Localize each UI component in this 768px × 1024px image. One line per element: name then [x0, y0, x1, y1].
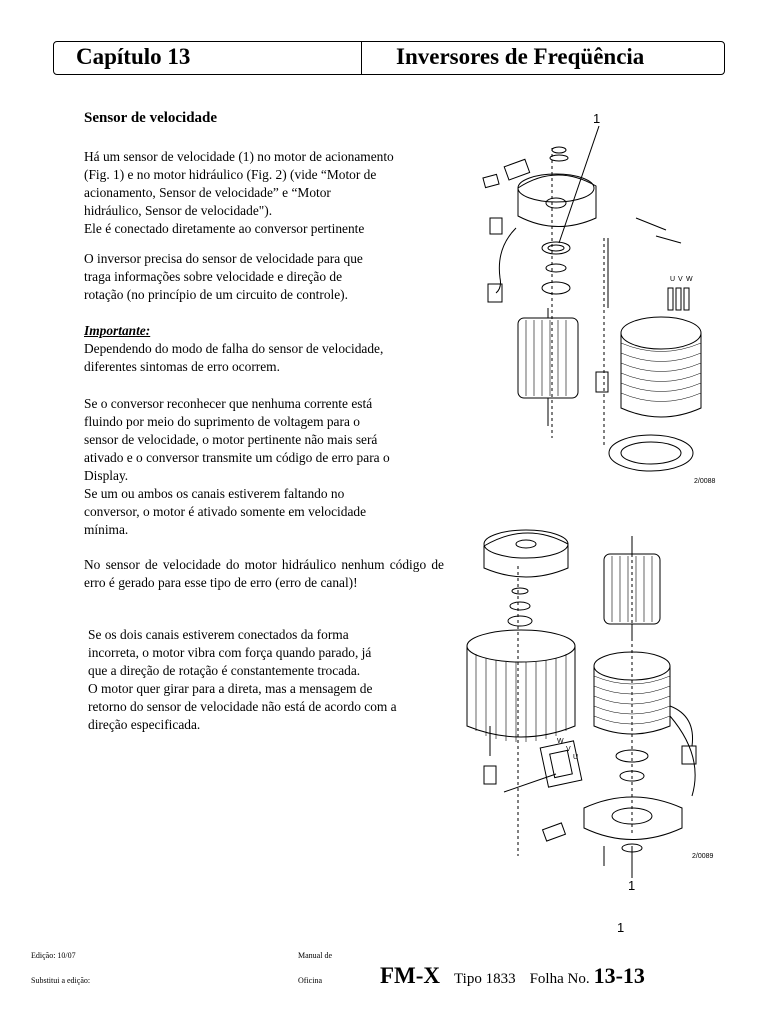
text-line: traga informações sobre velocidade e direção de: [84, 269, 343, 284]
text-line: incorreta, o motor vibra com força quando parado, já: [88, 645, 372, 660]
fig1-terminal-u: U: [670, 276, 676, 283]
text-line: O inversor precisa do sensor de velocidade para que: [84, 251, 363, 266]
text-line: Display.: [84, 468, 129, 483]
figure-hydraulic-motor-exploded: [456, 516, 724, 902]
fig1-terminal-v: V: [678, 276, 683, 283]
chapter-label: Capítulo 13: [76, 44, 191, 69]
footer-model-info: [380, 963, 645, 989]
important-label: Importante:: [84, 323, 151, 338]
fig1-terminal-w: W: [686, 276, 693, 283]
footer-sheet-label: Folha No.: [529, 971, 590, 987]
text-line: retorno do sensor de velocidade não está de acordo com a: [88, 699, 397, 714]
fig1-callout-1: 1: [593, 111, 601, 126]
footer-manual-line2: Oficina: [298, 976, 322, 985]
hydraulic-motor-drawing: [456, 516, 724, 902]
text-line: ativado e o conversor transmite um código de erro para o: [84, 450, 390, 465]
text-block: No sensor de velocidade do motor hidráulico nenhum código de erro é gerado para esse tipo de erro (erro de canal)!: [84, 557, 444, 590]
text-line: direção especificada.: [88, 717, 201, 732]
footer-model: FM-X: [380, 963, 441, 988]
footer-type: Tipo 1833: [454, 971, 516, 987]
fig2-callout-1: 1: [628, 878, 636, 893]
paragraph-intro: [84, 148, 444, 238]
text-line: acionamento, Sensor de velocidade” e “Motor: [84, 185, 331, 200]
text-line: hidráulico, Sensor de velocidade").: [84, 203, 273, 218]
text-line: Dependendo do modo de falha do sensor de velocidade,: [84, 341, 384, 356]
text-line: sensor de velocidade, o motor pertinente não mais será: [84, 432, 378, 447]
fig2-terminal-u: U: [573, 754, 579, 761]
text-line: Ele é conectado diretamente ao conversor pertinente: [84, 221, 365, 236]
fig2-terminal-v: V: [566, 746, 571, 753]
section-title: Sensor de velocidade: [84, 110, 218, 126]
footer-edition: Edição: 10/07: [31, 951, 76, 960]
paragraph-hydraulic: [84, 556, 444, 592]
fig2-terminal-w: W: [557, 738, 564, 745]
drive-motor-drawing: [456, 108, 724, 494]
text-line: diferentes sintomas de erro ocorrem.: [84, 359, 280, 374]
header-divider: [361, 42, 362, 74]
text-line: Se o conversor reconhecer que nenhuma corrente está: [84, 396, 373, 411]
text-line: rotação (no princípio de um circuito de controle).: [84, 287, 348, 302]
footer-replaces: Substitui a edição:: [31, 976, 91, 985]
figure-drive-motor-exploded: [456, 108, 724, 494]
page-number: 1: [617, 920, 625, 935]
paragraph-wrong-connection: [88, 626, 448, 734]
text-line: Há um sensor de velocidade (1) no motor de acionamento: [84, 149, 394, 164]
text-line: que a direção de rotação é constantemente trocada.: [88, 663, 361, 678]
fig1-code: 2/0088: [694, 478, 716, 485]
text-line: O motor quer girar para a direta, mas a mensagem de: [88, 681, 373, 696]
footer-sheet-number: 13-13: [593, 963, 645, 988]
footer-manual-line1: Manual de: [298, 951, 332, 960]
text-line: conversor, o motor é ativado somente em velocidade: [84, 504, 367, 519]
text-line: Se um ou ambos os canais estiverem faltando no: [84, 486, 345, 501]
text-line: mínima.: [84, 522, 129, 537]
text-line: (Fig. 1) e no motor hidráulico (Fig. 2) (vide “Motor de: [84, 167, 377, 182]
paragraph-no-current: [84, 395, 444, 539]
paragraph-important: [84, 322, 444, 376]
fig2-code: 2/0089: [692, 853, 714, 860]
paragraph-inverter: [84, 250, 444, 304]
text-line: fluindo por meio do suprimento de voltagem para o: [84, 414, 360, 429]
text-line: Se os dois canais estiverem conectados da forma: [88, 627, 349, 642]
chapter-title: Inversores de Freqüência: [396, 44, 645, 69]
